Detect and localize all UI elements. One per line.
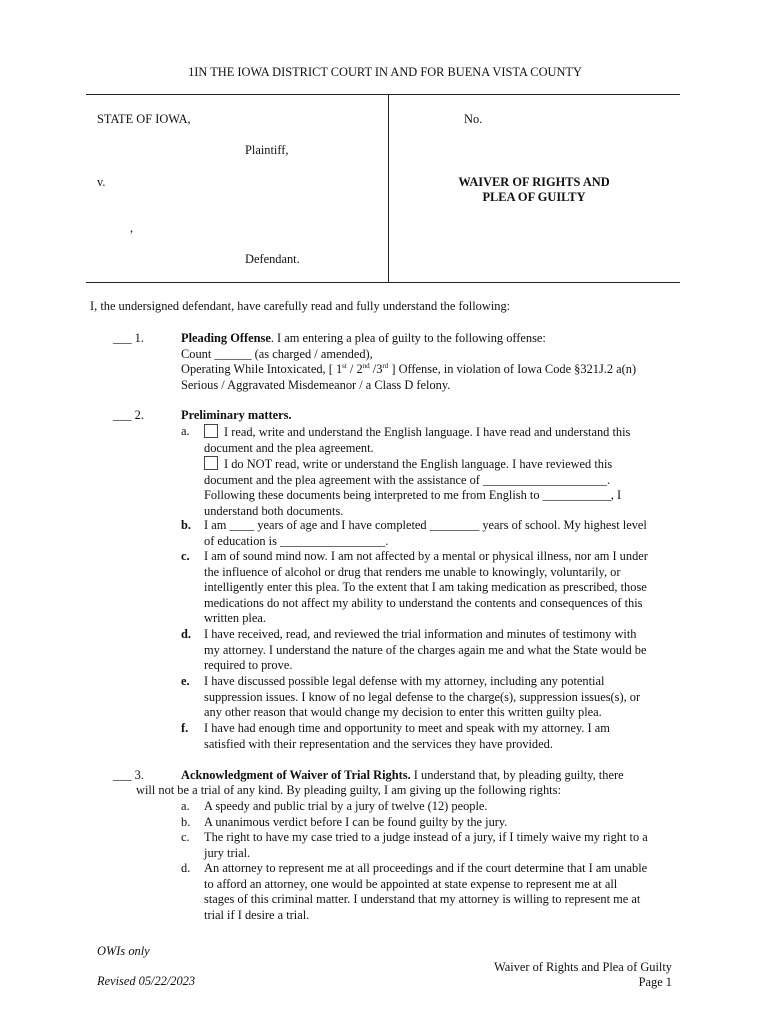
item-3d-line-2: to afford an attorney, one would be appointed at state expense to represent me at all bbox=[204, 876, 618, 891]
intro-statement: I, the undersigned defendant, have carefully read and fully understand the following: bbox=[90, 299, 511, 313]
document-title-line-1: WAIVER OF RIGHTS AND bbox=[458, 175, 610, 189]
item-3a-label: a. bbox=[181, 799, 190, 813]
section-1-offense bbox=[181, 362, 681, 378]
section-3-lead: I understand that, by pleading guilty, there bbox=[410, 768, 624, 782]
section-1 bbox=[181, 331, 681, 393]
item-2e-line-1: I have discussed possible legal defense with my attorney, including any potential bbox=[204, 674, 605, 688]
english-no-checkbox[interactable] bbox=[204, 456, 218, 470]
item-2c-line-2: the influence of alcohol or drug that renders me unable to knowingly, voluntarily, or bbox=[204, 564, 621, 579]
item-3b: A unanimous verdict before I can be found guilty by the jury. bbox=[204, 815, 508, 829]
section-1-heading: Pleading Offense bbox=[181, 331, 271, 345]
state-party: STATE OF IOWA, bbox=[97, 112, 191, 126]
offense-text-3: /3 bbox=[369, 362, 383, 377]
item-2b-line-2: of education is _________________. bbox=[204, 533, 389, 548]
item-2b bbox=[204, 518, 679, 549]
offense-text-2: / 2 bbox=[346, 362, 363, 377]
item-2a1-line-2: document and the plea agreement. bbox=[204, 440, 374, 455]
caption-top-rule bbox=[86, 94, 680, 95]
caption-divider bbox=[388, 95, 389, 282]
offense-text-4: ] Offense, in violation of Iowa Code §321J.2 a(n) bbox=[388, 362, 637, 377]
footer-revised-date: Revised 05/22/2023 bbox=[97, 974, 196, 988]
item-2b-line-1: I am ____ years of age and I have completed ________ years of school. My highest level bbox=[204, 518, 647, 532]
item-3d-line-1: An attorney to represent me at all proceedings and if the court determine that I am unable bbox=[204, 861, 648, 875]
item-2f bbox=[204, 721, 679, 752]
item-3d-line-3: stages of this criminal matter. I understand that my attorney is willing to represent me at bbox=[204, 892, 641, 907]
item-2c-line-1: I am of sound mind now. I am not affected by a mental or physical illness, nor am I under bbox=[204, 549, 648, 563]
item-2d-label: d. bbox=[181, 627, 191, 641]
item-3c-line-2: jury trial. bbox=[204, 845, 251, 860]
item-2a2-line-4: understand both documents. bbox=[204, 503, 344, 518]
section-1-class: Serious / Aggravated Misdemeanor / a Class D felony. bbox=[181, 377, 451, 392]
item-2f-line-1: I have had enough time and opportunity to meet and speak with my attorney. I am bbox=[204, 721, 610, 735]
caption-bottom-rule bbox=[86, 282, 680, 283]
item-2c-line-4: medications do not affect my ability to understand the contents and consequences of this bbox=[204, 595, 643, 610]
court-title: 1IN THE IOWA DISTRICT COURT IN AND FOR BUENA VISTA COUNTY bbox=[188, 65, 582, 79]
sup-rd: rd bbox=[382, 362, 389, 371]
sup-nd: nd bbox=[362, 362, 370, 371]
item-2f-line-2: satisfied with their representation and the services they have provided. bbox=[204, 736, 553, 751]
sup-st: st bbox=[342, 362, 347, 371]
item-2b-label: b. bbox=[181, 518, 191, 532]
item-2c-line-5: written plea. bbox=[204, 611, 266, 626]
item-2d bbox=[204, 627, 679, 674]
item-2e-label: e. bbox=[181, 674, 190, 688]
item-2a-label: a. bbox=[181, 424, 190, 438]
case-number-label: No. bbox=[464, 112, 483, 126]
section-1-count: Count ______ (as charged / amended), bbox=[181, 346, 373, 361]
section-2-initial-blank[interactable]: ___ 2. bbox=[113, 408, 144, 422]
item-3d-line-4: trial if I desire a trial. bbox=[204, 907, 310, 922]
item-3b-label: b. bbox=[181, 815, 191, 829]
item-2d-line-2: my attorney. I understand the nature of the charges again me and what the State would be bbox=[204, 642, 647, 657]
item-2a2-line-2: document and the plea agreement with the assistance of ____________________. bbox=[204, 472, 611, 487]
item-3c-line-1: The right to have my case tried to a judge instead of a jury, if I timely waive my right to a bbox=[204, 830, 648, 844]
item-2e bbox=[204, 674, 679, 721]
item-2a2-line-1: I do NOT read, write or understand the English language. I have reviewed this bbox=[224, 457, 613, 472]
plaintiff-label: Plaintiff, bbox=[245, 143, 289, 157]
item-2a-english bbox=[204, 424, 679, 520]
item-2a1-line-1: I read, write and understand the English language. I have read and understand this bbox=[224, 425, 631, 439]
item-3c bbox=[204, 830, 680, 861]
item-2c bbox=[204, 549, 679, 627]
footer-page-number: Page 1 bbox=[638, 975, 672, 989]
item-2e-line-3: any other reason that would change my decision to enter this written guilty plea. bbox=[204, 705, 602, 720]
item-3d-label: d. bbox=[181, 861, 191, 875]
offense-text-1: Operating While Intoxicated, [ 1 bbox=[181, 362, 343, 377]
item-2c-line-3: intelligently enter this plea. To the extent that I am taking medication as prescribed, those bbox=[204, 580, 647, 595]
section-1-lead: . I am entering a plea of guilty to the following offense: bbox=[270, 331, 546, 345]
section-3-line-2: will not be a trial of any kind. By pleading guilty, I am giving up the following rights: bbox=[136, 783, 561, 797]
item-2a2-line-3: Following these documents being interpreted to me from English to ___________, I bbox=[204, 488, 622, 503]
section-2-heading: Preliminary matters. bbox=[181, 408, 292, 422]
section-1-initial-blank[interactable]: ___ 1. bbox=[113, 331, 144, 345]
document-title-line-2: PLEA OF GUILTY bbox=[482, 190, 586, 204]
section-3-initial-blank[interactable]: ___ 3. bbox=[113, 768, 144, 782]
section-1-heading-line bbox=[181, 331, 681, 347]
section-3-heading: Acknowledgment of Waiver of Trial Rights. bbox=[181, 768, 411, 782]
item-2c-label: c. bbox=[181, 549, 190, 563]
footer-document-name: Waiver of Rights and Plea of Guilty bbox=[494, 960, 672, 974]
item-2f-label: f. bbox=[181, 721, 189, 735]
english-yes-checkbox[interactable] bbox=[204, 424, 218, 438]
item-2d-line-3: required to prove. bbox=[204, 658, 293, 673]
footer-owi-note: OWIs only bbox=[97, 944, 150, 958]
item-3d bbox=[204, 861, 680, 923]
section-3-heading-line bbox=[181, 768, 681, 784]
defendant-name-blank: , bbox=[130, 221, 134, 235]
item-2e-line-2: suppression issues. I know of no legal defense to the charge(s), suppression issues(s), or bbox=[204, 689, 641, 704]
item-3a: A speedy and public trial by a jury of twelve (12) people. bbox=[204, 799, 488, 813]
defendant-label: Defendant. bbox=[245, 252, 300, 266]
versus-label: v. bbox=[97, 175, 106, 189]
item-2d-line-1: I have received, read, and reviewed the trial information and minutes of testimony with bbox=[204, 627, 637, 641]
item-3c-label: c. bbox=[181, 830, 190, 844]
